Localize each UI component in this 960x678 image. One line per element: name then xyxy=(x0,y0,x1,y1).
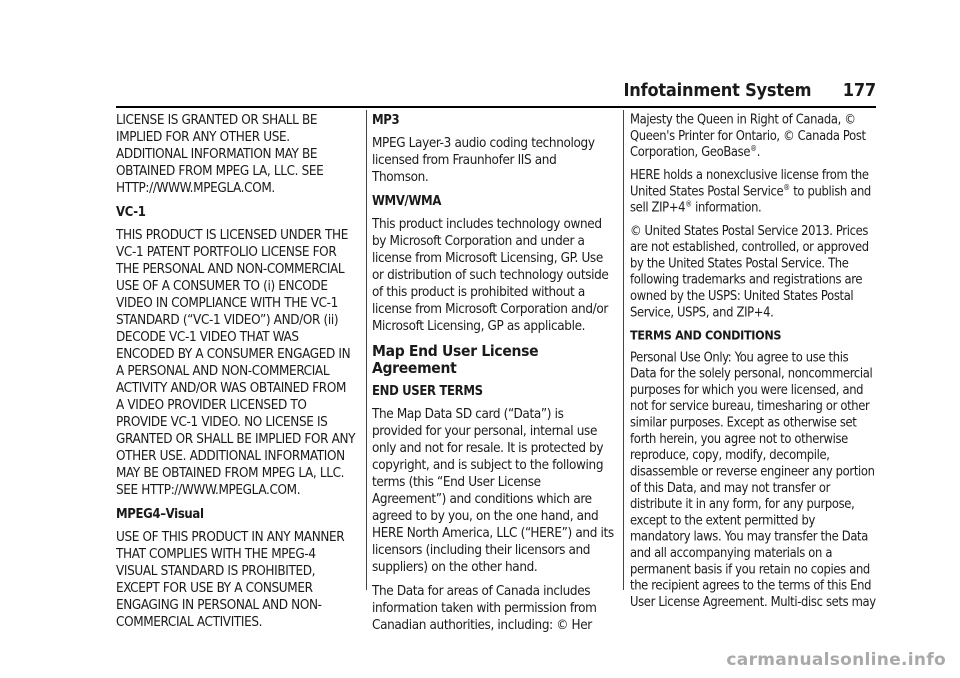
subheading-mp3: MP3 xyxy=(372,113,400,128)
column-3 xyxy=(630,112,876,617)
paragraph: Majesty the Queen in Right of Canada, © Queen's Printer for Ontario, © Canada Post Corporation, GeoBase®. xyxy=(630,112,866,160)
column-1 xyxy=(116,112,356,638)
paragraph: LICENSE IS GRANTED OR SHALL BE IMPLIED FOR ANY OTHER USE. ADDITIONAL INFORMATION MAY BE OBTAINED FROM MPEG LA, LLC. SEE HTTP://WWW.MPEGLA.COM. xyxy=(116,113,324,196)
subheading-vc1: VC-1 xyxy=(116,205,146,220)
paragraph: The Data for areas of Canada includes information taken with permission from Canadian authorities, including: © Her xyxy=(372,584,597,633)
heading-map-eula: Map End User License Agreement xyxy=(372,342,539,377)
header-rule xyxy=(116,106,876,108)
column-divider xyxy=(623,110,624,590)
paragraph: MPEG Layer-3 audio coding technology licensed from Fraunhofer IIS and Thomson. xyxy=(372,136,595,185)
page-number: 177 xyxy=(842,80,876,101)
column-divider xyxy=(366,110,367,590)
page-header xyxy=(546,80,876,101)
paragraph: © United States Postal Service 2013. Prices are not established, controlled, or approved by the United States Postal Service. The following trademarks and registrations are owned by the USPS: United States Postal Service, USPS, and ZIP+4. xyxy=(630,224,869,321)
paragraph: THIS PRODUCT IS LICENSED UNDER THE VC-1 PATENT PORTFOLIO LICENSE FOR THE PERSONAL AND NON-COMMERCIAL USE OF A CONSUMER TO (i) ENCODE VIDEO IN COMPLIANCE WITH THE VC-1 STANDARD (“VC-1 VIDEO”) AND/OR (ii) DECODE VC-1 VIDEO THAT WAS ENCODED BY A CONSUMER ENGAGED IN A PERSONAL AND NON-COMMERCIAL ACTIVITY AND/OR WAS OBTAINED FROM A VIDEO PROVIDER LICENSED TO PROVIDE VC-1 VIDEO. NO LICENSE IS GRANTED OR SHALL BE IMPLIED FOR ANY OTHER USE. ADDITIONAL INFORMATION MAY BE OBTAINED FROM MPEG LA, LLC. SEE HTTP://WWW.MPEGLA.COM. xyxy=(116,228,356,498)
paragraph: HERE holds a nonexclusive license from the United States Postal Service® to publish and sell ZIP+4® information. xyxy=(630,168,871,216)
subheading-wmv: WMV/WMA xyxy=(372,194,442,209)
paragraph: This product includes technology owned by Microsoft Corporation and under a license from Microsoft Licensing, GP. Use or distribution of such technology outside of this product is prohibited without a license from Microsoft Corporation and/or Microsoft Licensing, GP as applicable. xyxy=(372,217,609,334)
section-title: Infotainment System xyxy=(623,80,812,101)
registered-mark: ® xyxy=(685,199,692,209)
paragraph: The Map Data SD card (“Data”) is provided for your personal, internal use only and not for resale. It is protected by copyright, and is subject to the following terms (this “End User License Agreement”) and conditions which are agreed to by you, on the one hand, and HERE North America, LLC (“HERE”) and its licensors (including their licensors and suppliers) on the other hand. xyxy=(372,407,614,575)
paragraph: USE OF THIS PRODUCT IN ANY MANNER THAT COMPLIES WITH THE MPEG-4 VISUAL STANDARD IS PROHIBITED, EXCEPT FOR USE BY A CONSUMER ENGAGING IN PERSONAL AND NON-COMMERCIAL ACTIVITIES. xyxy=(116,530,345,630)
watermark: carmanualsonline.info xyxy=(726,650,946,670)
subheading-terms-conditions: TERMS AND CONDITIONS xyxy=(630,328,782,344)
registered-mark: ® xyxy=(750,144,757,153)
column-2 xyxy=(372,112,614,641)
subheading-end-user-terms: END USER TERMS xyxy=(372,384,483,399)
registered-mark: ® xyxy=(783,183,790,193)
subheading-mpeg4: MPEG4–Visual xyxy=(116,507,204,522)
paragraph: Personal Use Only: You agree to use this Data for the solely personal, noncommercial purposes for which you were licensed, and not for service bureau, timesharing or other similar purposes. Except as otherwise set forth herein, you agree not to otherwise reproduce, copy, modify, decompile, disassemble or reverse engineer any portion of this Data, and may not transfer or distribute it in any form, for any purpose, except to the extent permitted by mandatory laws. You may transfer the Data and all accompanying materials on a permanent basis if you retain no copies and the recipient agrees to the terms of this End User License Agreement. Multi-disc sets may xyxy=(630,350,876,610)
